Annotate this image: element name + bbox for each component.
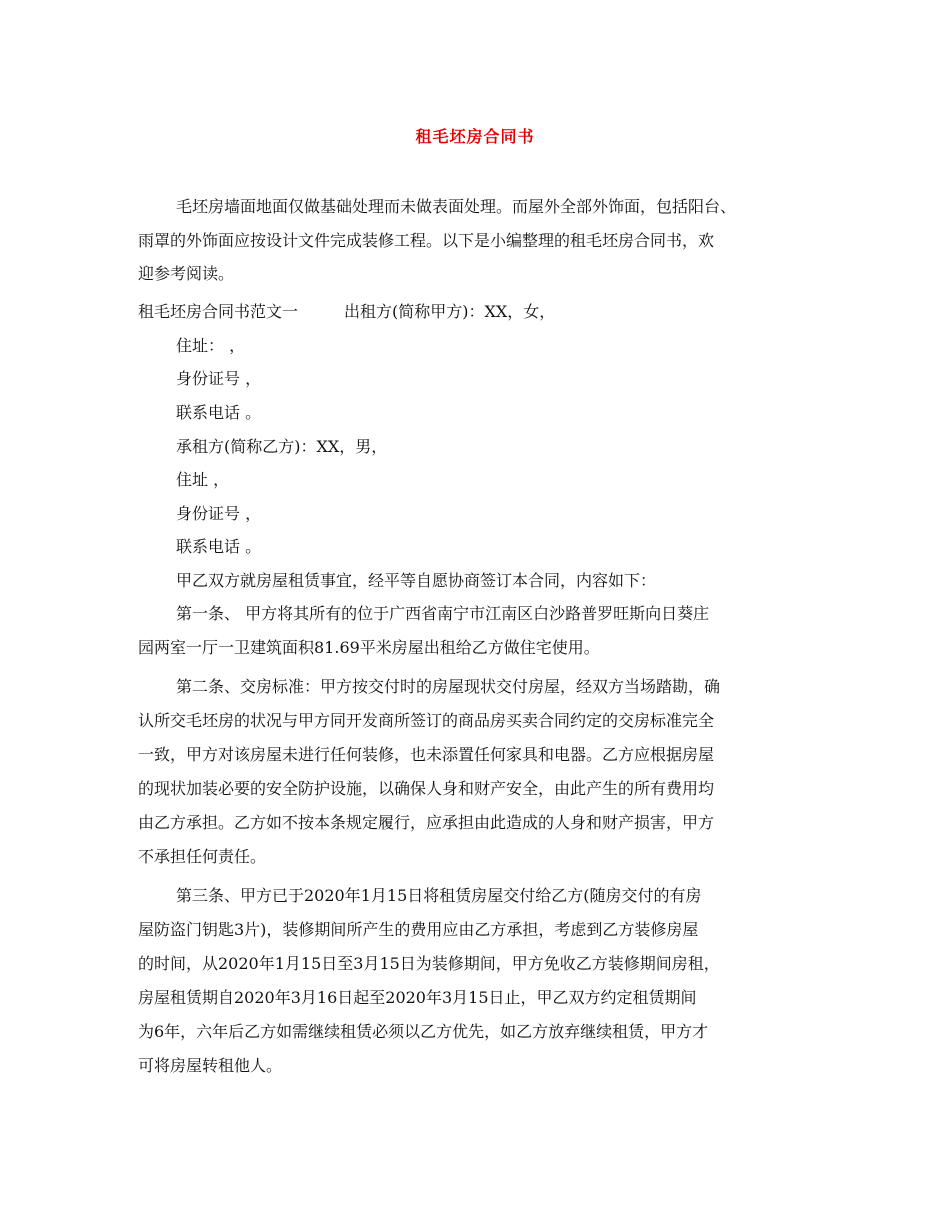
article2-line-1: 第二条、交房标准：甲方按交付时的房屋现状交付房屋，经双方当场踏勘，确 (176, 677, 721, 696)
lessor-line: 出租方(简称甲方)：XX，女， (344, 302, 556, 321)
intro-line-2: 雨罩的外饰面应按设计文件完成装修工程。以下是小编整理的租毛坯房合同书，欢 (138, 231, 715, 250)
article3-line-6: 可将房屋转租他人。 (138, 1056, 283, 1075)
agreement-line: 甲乙双方就房屋租赁事宜，经平等自愿协商签订本合同，内容如下： (176, 571, 657, 590)
intro-line-3: 迎参考阅读。 (138, 264, 235, 283)
article2-line-6: 不承担任何责任。 (138, 847, 267, 866)
article1-line-1: 第一条、 甲方将其所有的位于广西省南宁市江南区白沙路普罗旺斯向日葵庄 (176, 604, 710, 623)
document-title: 租毛坯房合同书 (415, 127, 535, 146)
article3-line-5: 为6年，六年后乙方如需继续租赁必须以乙方优先，如乙方放弃继续租赁，甲方才 (138, 1022, 709, 1041)
article3-line-1: 第三条、甲方已于2020年1月15日将租赁房屋交付给乙方(随房交付的有房 (176, 886, 702, 905)
intro-line-1: 毛坯房墙面地面仅做基础处理而未做表面处理。而屋外全部外饰面，包括阳台、 (176, 197, 737, 216)
article2-line-5: 由乙方承担。乙方如不按本条规定履行，应承担由此造成的人身和财产损害，甲方 (138, 813, 715, 832)
article3-line-2: 屋防盗门钥匙3片)，装修期间所产生的费用应由乙方承担，考虑到乙方装修房屋 (138, 920, 699, 939)
lessor-phone: 联系电话 。 (176, 403, 262, 422)
article2-line-2: 认所交毛坯房的状况与甲方同开发商所签订的商品房买卖合同约定的交房标准完全 (138, 711, 715, 730)
lessee-address: 住址 ， (176, 470, 230, 489)
lessee-id: 身份证号 ， (176, 504, 262, 523)
lessor-id: 身份证号 ， (176, 369, 262, 388)
lessee-line: 承租方(简称乙方)：XX，男， (176, 437, 388, 456)
sample-heading: 租毛坯房合同书范文一 (138, 302, 299, 321)
sample-heading-row (138, 302, 555, 322)
article2-line-4: 的现状加装必要的安全防护设施，以确保人身和财产安全，由此产生的所有费用均 (138, 779, 715, 798)
article1-line-2: 园两室一厅一卫建筑面积81.69平米房屋出租给乙方做住宅使用。 (138, 638, 600, 657)
article3-line-4: 房屋租赁期自2020年3月16日起至2020年3月15日止，甲乙双方约定租赁期间 (138, 988, 697, 1007)
lessor-address: 住址： ， (176, 336, 246, 355)
article2-line-3: 一致，甲方对该房屋未进行任何装修，也未添置任何家具和电器。乙方应根据房屋 (138, 745, 715, 764)
article3-line-3: 的时间，从2020年1月15日至3月15日为装修期间，甲方免收乙方装修期间房租， (138, 954, 720, 973)
lessee-phone: 联系电话 。 (176, 537, 262, 556)
